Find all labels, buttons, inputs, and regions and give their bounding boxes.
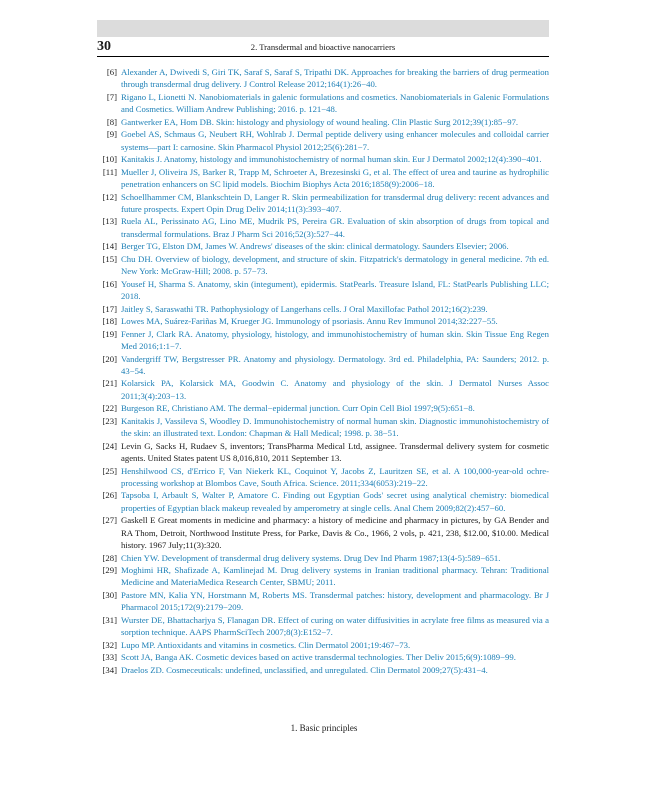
- reference-number: [10]: [102, 154, 117, 165]
- reference-item: [97, 639, 549, 651]
- reference-number: [20]: [102, 353, 117, 364]
- reference-number: [17]: [102, 303, 117, 314]
- reference-link[interactable]: Draelos ZD. Cosmeceuticals: undefined, unclassified, and unregulated. Clin Dermatol 2009;27(5):431−4.: [121, 664, 488, 675]
- reference-item: [97, 153, 549, 165]
- reference-item: [97, 465, 549, 490]
- reference-number: [30]: [102, 589, 117, 600]
- reference-link[interactable]: Lupo MP. Antioxidants and vitamins in cosmetics. Clin Dermatol 2001;19:467−73.: [121, 639, 411, 650]
- reference-link[interactable]: Pastore MN, Kalia YN, Horstmann M, Roberts MS. Transdermal patches: history, development and pharmacology. Br J Pharmacol 2015;172(9):2179−209.: [121, 589, 549, 613]
- reference-number: [15]: [102, 253, 117, 264]
- reference-link[interactable]: Jaitley S, Saraswathi TR. Pathophysiology of Langerhans cells. J Oral Maxillofac Pathol 2012;16(2):239.: [121, 303, 488, 314]
- reference-item: [97, 564, 549, 589]
- reference-item: [97, 353, 549, 378]
- reference-number: [24]: [102, 440, 117, 451]
- reference-link[interactable]: Rigano L, Lionetti N. Nanobiomaterials in galenic formulations and cosmetics. Nanobiomaterials in Galenic Formulations and Cosmetics. William Andrew Publishing; 2016. p. 121−48.: [121, 91, 549, 115]
- reference-text: Gaskell E Great moments in medicine and pharmacy: a history of medicine and pharmacy in pictures, by GA Bender and RA Thom, Detroit, Northwood Institute Press, for Parke, Davis & Co., 1966, 2 vols, p. 421, 238, $12.00, $10.00. Medical history. 1967 July;11(3):320.: [121, 515, 549, 550]
- reference-item: [97, 66, 549, 91]
- reference-link[interactable]: Vandergriff TW, Bergstresser PR. Anatomy and physiology. Dermatology. 3rd ed. Philadelphia, PA: Saunders; 2012. p. 43−54.: [121, 353, 549, 376]
- reference-link[interactable]: Wurster DE, Bhattacharjya S, Flanagan DR. Effect of curing on water diffusivities in acrylate free films as measured via a sorption technique. AAPS PharmSciTech 2007;8(3):E152−7.: [121, 614, 549, 638]
- reference-number: [22]: [102, 403, 117, 414]
- reference-item: [97, 415, 549, 440]
- reference-item: [97, 116, 549, 128]
- reference-link[interactable]: Kanitakis J. Anatomy, histology and immunohistochemistry of normal human skin. Eur J Dermatol 2002;12(4):390−401.: [121, 154, 542, 165]
- reference-link[interactable]: Goebel AS, Schmaus G, Neubert RH, Wohlrab J. Dermal peptide delivery using enhancer molecules and colloidal carrier systems—part I: carnosine. Skin Pharmacol Physiol 2012;25(6):281−7.: [121, 129, 549, 152]
- reference-number: [18]: [102, 316, 117, 327]
- reference-link[interactable]: Burgeson RE, Christiano AM. The dermal−epidermal junction. Curr Opin Cell Biol 1997;9(5):651−8.: [121, 403, 475, 414]
- reference-number: [34]: [102, 664, 117, 675]
- running-title: 2. Transdermal and bioactive nanocarriers: [250, 42, 396, 52]
- reference-item: [97, 128, 549, 153]
- reference-item: [97, 278, 549, 303]
- reference-item: [97, 315, 549, 327]
- reference-link[interactable]: Kanitakis J, Vassileva S, Woodley D. Immunohistochemistry of normal human skin. Diagnostic immunohistochemistry of the skin: an illustrated text. London: Chapman & Hall Medical; 1998. p. 38−51.: [121, 415, 549, 439]
- reference-item: [97, 589, 549, 614]
- reference-item: [97, 651, 549, 663]
- reference-link[interactable]: Fenner J, Clark RA. Anatomy, physiology, histology, and immunohistochemistry of human skin. Skin Tissue Eng Regen Med 2016;1:1−7.: [121, 328, 549, 351]
- reference-link[interactable]: Tapsoba I, Arbault S, Walter P, Amatore C. Finding out Egyptian Gods' secret using analytical chemistry: biomedical properties of Egyptian black makeup revealed by amperometry at single cells. Anal Chem 2009;82(2):457−60.: [121, 490, 549, 513]
- reference-link[interactable]: Chu DH. Overview of biology, development, and structure of skin. Fitzpatrick's dermatology in general medicine. 7th ed. New York: McGraw-Hill; 2008. p. 57−73.: [121, 253, 549, 277]
- reference-link[interactable]: Ruela AL, Perissinato AG, Lino ME, Mudrik PS, Pereira GR. Evaluation of skin absorption of drugs from topical and transdermal formulations. Braz J Pharm Sci 2016;52(3):527−44.: [121, 216, 549, 239]
- reference-text: Levin G, Sacks H, Rudaev S, inventors; TransPharma Medical Ltd, assignee. Transdermal delivery system for cosmetic agents. United States patent US 8,016,810, 2011 September 13.: [121, 440, 549, 464]
- reference-number: [31]: [102, 614, 117, 625]
- reference-number: [28]: [102, 552, 117, 563]
- reference-number: [21]: [102, 378, 117, 389]
- reference-number: [8]: [106, 116, 117, 127]
- reference-item: [97, 91, 549, 116]
- reference-link[interactable]: Mueller J, Oliveira JS, Barker R, Trapp M, Schroeter A, Brezesinski G, et al. The effect of urea and taurine as hydrophilic penetration enhancers on SC lipid models. Biochim Biophys Acta 2016;1858(9):2006−18.: [121, 166, 549, 190]
- reference-number: [6]: [106, 67, 117, 77]
- reference-number: [7]: [106, 91, 117, 102]
- reference-item: [97, 253, 549, 278]
- reference-number: [19]: [102, 328, 117, 339]
- reference-item: [97, 440, 549, 465]
- reference-link[interactable]: Moghimi HR, Shafizade A, Kamlinejad M. Drug delivery systems in Iranian traditional pharmacy. Tehran: Traditional Medicine and MateriaMedica Research Center, SBMU; 2011.: [121, 565, 549, 588]
- reference-item: [97, 215, 549, 240]
- reference-number: [32]: [102, 639, 117, 650]
- reference-item: [97, 552, 549, 564]
- reference-item: [97, 240, 549, 252]
- footer-section: 1. Basic principles: [290, 723, 358, 733]
- reference-item: [97, 489, 549, 514]
- reference-item: [97, 166, 549, 191]
- reference-link[interactable]: Kolarsick PA, Kolarsick MA, Goodwin C. Anatomy and physiology of the skin. J Dermatol Nurses Assoc 2011;3(4):203−13.: [121, 378, 549, 401]
- reference-item: [97, 191, 549, 216]
- reference-number: [25]: [102, 465, 117, 476]
- reference-number: [11]: [102, 166, 117, 177]
- reference-item: [97, 402, 549, 414]
- reference-list: [97, 66, 549, 676]
- reference-link[interactable]: Gantwerker EA, Hom DB. Skin: histology and physiology of wound healing. Clin Plastic Surg 2012;39(1):85−97.: [121, 116, 519, 127]
- reference-link[interactable]: Chien YW. Development of transdermal drug delivery systems. Drug Dev Ind Pharm 1987;13(4-5):589−651.: [121, 552, 501, 563]
- reference-number: [33]: [102, 652, 117, 663]
- reference-item: [97, 514, 549, 551]
- running-header: [97, 38, 549, 57]
- reference-number: [12]: [102, 191, 117, 202]
- reference-link[interactable]: Berger TG, Elston DM, James W. Andrews' diseases of the skin: clinical dermatology. Saunders Elsevier; 2006.: [121, 241, 509, 252]
- reference-item: [97, 328, 549, 353]
- reference-number: [13]: [102, 216, 117, 227]
- reference-number: [27]: [102, 515, 117, 526]
- reference-number: [26]: [102, 490, 117, 501]
- reference-number: [14]: [102, 241, 117, 252]
- reference-number: [23]: [102, 415, 117, 426]
- header-bar: [97, 20, 549, 37]
- reference-item: [97, 664, 549, 676]
- reference-number: [16]: [102, 278, 117, 289]
- reference-link[interactable]: Schoellhammer CM, Blankschtein D, Langer R. Skin permeabilization for transdermal drug delivery: recent advances and future prospects. Expert Opin Drug Deliv 2014;11(3):393−407.: [121, 191, 549, 214]
- reference-link[interactable]: Scott JA, Banga AK. Cosmetic devices based on active transdermal technologies. Ther Deliv 2015;6(9):1089−99.: [121, 652, 516, 663]
- reference-link[interactable]: Alexander A, Dwivedi S, Giri TK, Saraf S, Saraf S, Tripathi DK. Approaches for breaking the barriers of drug permeation through transdermal drug delivery. J Control Release 2012;164(1):26−40.: [121, 67, 549, 90]
- reference-link[interactable]: Henshilwood CS, d'Errico F, Van Niekerk KL, Coquinot Y, Jacobs Z, Lauritzen SE, et al. A 100,000-year-old ochre-processing workshop at Blombos Cave, South Africa. Science. 2011;334(6053):219−22.: [121, 465, 549, 488]
- reference-item: [97, 377, 549, 402]
- reference-link[interactable]: Yousef H, Sharma S. Anatomy, skin (integument), epidermis. StatPearls. Treasure Island, FL: StatPearls Publishing LLC; 2018.: [121, 278, 549, 302]
- reference-number: [9]: [106, 129, 117, 140]
- reference-item: [97, 303, 549, 315]
- page-number: 30: [97, 39, 111, 54]
- reference-link[interactable]: Lowes MA, Suárez-Fariñas M, Krueger JG. Immunology of psoriasis. Annu Rev Immunol 2014;32:227−55.: [121, 316, 498, 327]
- reference-item: [97, 614, 549, 639]
- reference-number: [29]: [102, 565, 117, 576]
